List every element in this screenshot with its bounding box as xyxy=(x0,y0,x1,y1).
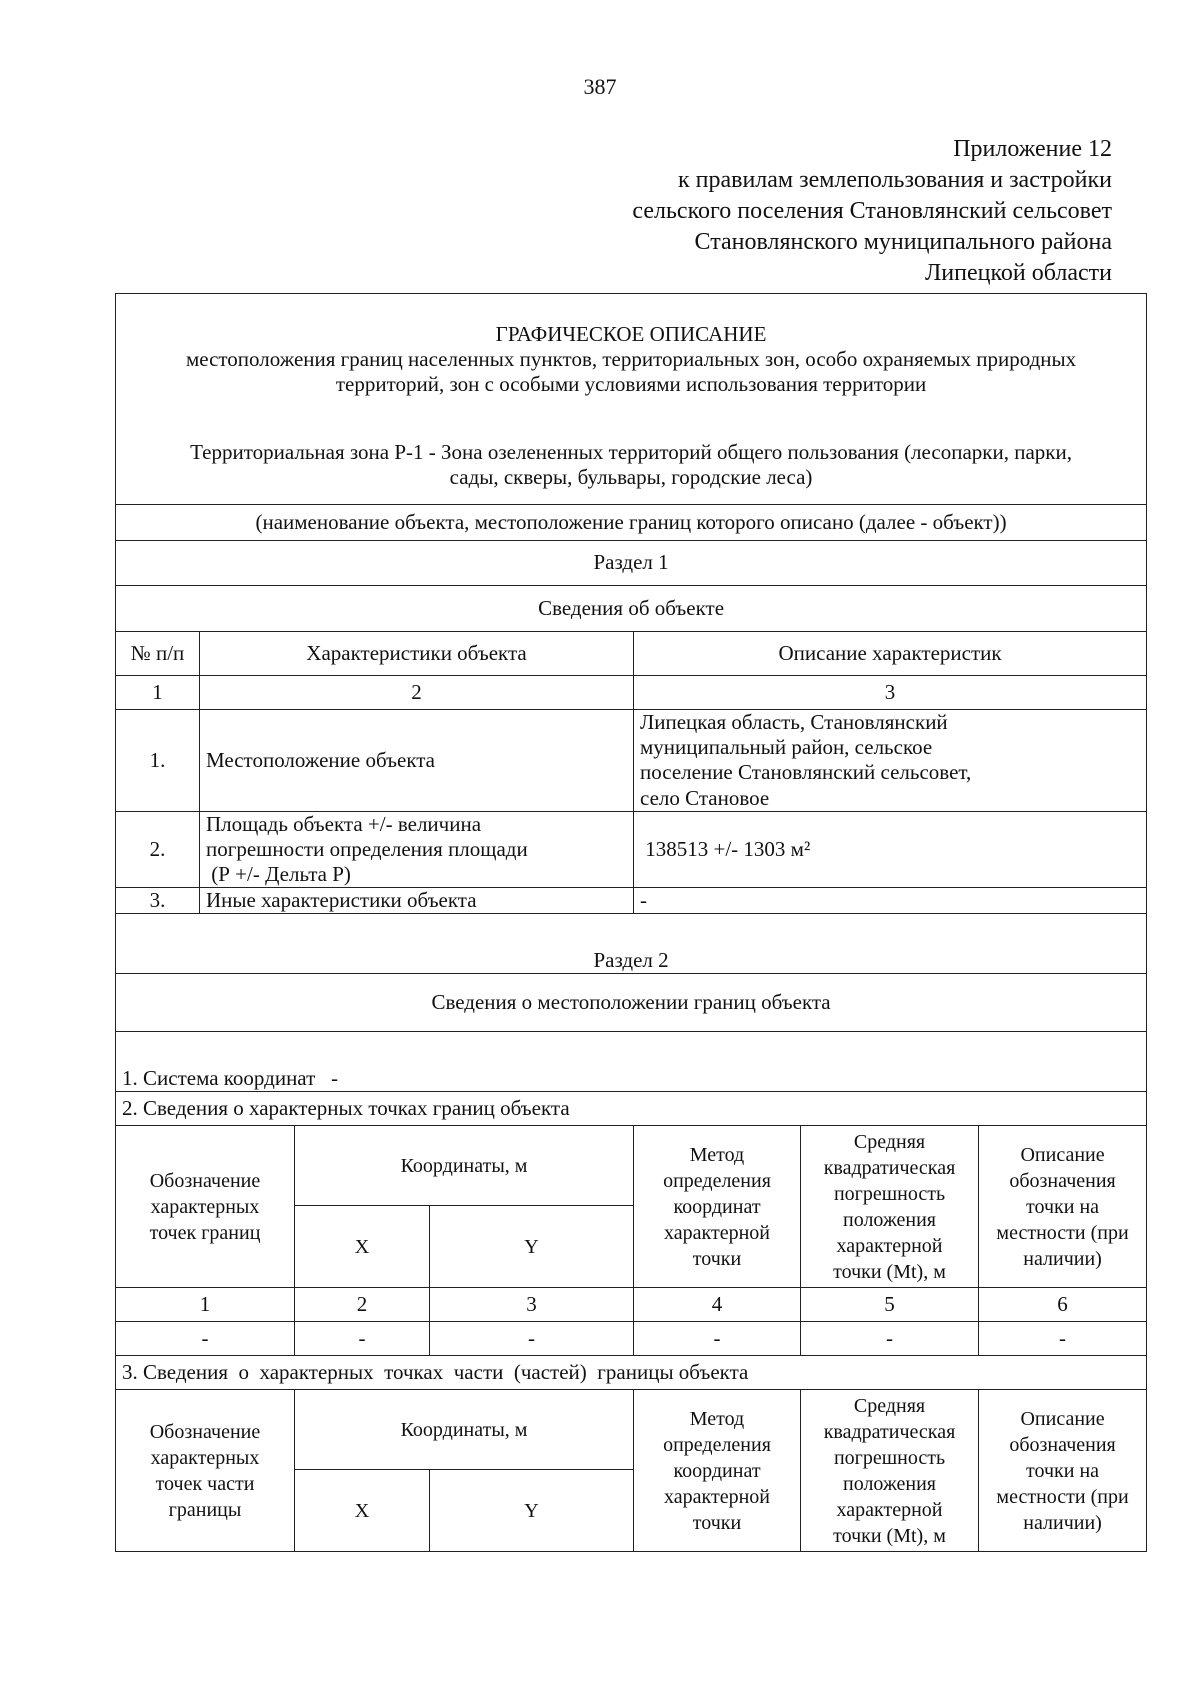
cell-line: координат xyxy=(673,1459,761,1482)
cell-line: точки (Mt), м xyxy=(833,1260,946,1283)
empty-cell: - xyxy=(979,1322,1147,1356)
cell-line: координат xyxy=(673,1195,761,1218)
section2-title: Раздел 2 xyxy=(116,914,1147,974)
row-characteristic xyxy=(200,888,634,914)
cell-line: Средняя xyxy=(853,1130,926,1153)
y-header: Y xyxy=(430,1470,634,1552)
col-number: 6 xyxy=(979,1288,1147,1322)
descr-header xyxy=(979,1390,1147,1552)
section1-title: Раздел 1 xyxy=(116,540,1147,585)
cell-line: 138513 +/- 1303 м² xyxy=(640,836,811,861)
col-header-num: № п/п xyxy=(116,631,200,675)
row-num: 3. xyxy=(116,888,200,914)
appendix-block xyxy=(632,134,1112,289)
cell-line: наличии) xyxy=(1023,1511,1102,1534)
row-characteristic xyxy=(200,709,634,811)
row-description xyxy=(634,709,1147,811)
cell-line: характерной xyxy=(836,1498,943,1521)
cell-line: - xyxy=(640,888,647,913)
descr-header xyxy=(979,1126,1147,1288)
cell-line: муниципальный район, сельское xyxy=(640,735,933,760)
designation-part-header xyxy=(116,1390,295,1552)
cell-line: Иные характеристики объекта xyxy=(206,888,477,913)
col-number: 4 xyxy=(634,1288,801,1322)
cell-line: точки на xyxy=(1026,1459,1100,1482)
appendix-line: Приложение 12 xyxy=(953,136,1112,162)
row-characteristic xyxy=(200,811,634,888)
appendix-line: к правилам землепользования и застройки xyxy=(677,167,1112,193)
row-num: 2. xyxy=(116,811,200,888)
cell-line: Описание xyxy=(1020,1407,1105,1430)
cell-line: границы xyxy=(168,1498,242,1521)
error-header xyxy=(801,1390,979,1552)
row-num: 1. xyxy=(116,709,200,811)
x-header: X xyxy=(295,1470,430,1552)
zone-name: Территориальная зона Р-1 - Зона озелененных территорий общего пользования (лесопарки, парки, xyxy=(190,439,1072,464)
cell-line: поселение Становлянский сельсовет, xyxy=(640,760,972,785)
cell-line: Площадь объекта +/- величина xyxy=(206,811,482,836)
cell-line: Липецкая область, Становлянский xyxy=(640,709,948,734)
section2-subtitle: Сведения о местоположении границ объекта xyxy=(116,974,1147,1032)
table-row xyxy=(116,888,1147,914)
coord-system: 1. Система координат - xyxy=(116,1032,1147,1092)
col-header-description: Описание характеристик xyxy=(634,631,1147,675)
cell-line: точки на xyxy=(1026,1195,1100,1218)
cell-line: Средняя xyxy=(853,1394,926,1417)
cell-line: точек границ xyxy=(149,1221,261,1244)
page-number: 387 xyxy=(583,74,617,99)
section1-subtitle: Сведения об объекте xyxy=(116,585,1147,631)
table-row xyxy=(116,709,1147,811)
designation-header xyxy=(116,1126,295,1288)
points-title: 2. Сведения о характерных точках границ объекта xyxy=(116,1092,1147,1126)
empty-cell: - xyxy=(634,1322,801,1356)
cell-line: Метод определения xyxy=(663,1143,771,1192)
main-table xyxy=(115,293,1147,1552)
cell-line: характерных xyxy=(150,1446,260,1469)
y-header: Y xyxy=(430,1206,634,1288)
zone-name: сады, скверы, бульвары, городские леса) xyxy=(449,464,813,489)
cell-line: погрешности определения площади xyxy=(206,836,528,861)
col-number: 1 xyxy=(116,1288,295,1322)
cell-line: Обозначение xyxy=(149,1420,261,1443)
cell-line: квадратическая xyxy=(823,1156,956,1179)
cell-line: положения xyxy=(843,1472,936,1495)
header-cell xyxy=(116,294,1147,505)
col-number: 2 xyxy=(295,1288,430,1322)
col-number: 3 xyxy=(430,1288,634,1322)
empty-cell: - xyxy=(295,1322,430,1356)
appendix-line: сельского поселения Становлянский сельсовет xyxy=(632,198,1112,224)
col-header-characteristics: Характеристики объекта xyxy=(200,631,634,675)
cell-line: точек части xyxy=(155,1472,255,1495)
cell-line: точки (Mt), м xyxy=(833,1524,946,1547)
cell-line: квадратическая xyxy=(823,1420,956,1443)
cell-line: характерной точки xyxy=(664,1485,770,1534)
empty-cell: - xyxy=(116,1322,295,1356)
cell-line: погрешность xyxy=(833,1446,946,1469)
cell-line: характерной точки xyxy=(664,1221,770,1270)
row-description xyxy=(634,811,1147,888)
appendix-line: Становлянского муниципального района xyxy=(694,229,1112,255)
cell-line: погрешность xyxy=(833,1182,946,1205)
col-number: 5 xyxy=(801,1288,979,1322)
parts-title: 3. Сведения о характерных точках части (частей) границы объекта xyxy=(116,1356,1147,1390)
doc-subtitle: местоположения границ населенных пунктов, территориальных зон, особо охраняемых природных xyxy=(185,347,1077,372)
object-note: (наименование объекта, местоположение границ которого описано (далее - объект)) xyxy=(116,504,1147,540)
doc-subtitle: территорий, зон с особыми условиями использования территории xyxy=(335,372,927,397)
row-description xyxy=(634,888,1147,914)
cell-line: местности (при xyxy=(996,1485,1129,1508)
empty-cell: - xyxy=(430,1322,634,1356)
cell-line: наличии) xyxy=(1023,1247,1102,1270)
cell-line: характерных xyxy=(150,1195,260,1218)
col-number: 3 xyxy=(634,675,1147,709)
doc-title: ГРАФИЧЕСКОЕ ОПИСАНИЕ xyxy=(495,322,767,346)
appendix-line: Липецкой области xyxy=(925,260,1112,286)
method-header xyxy=(634,1390,801,1552)
cell-line: обозначения xyxy=(1009,1169,1116,1192)
cell-line: Описание xyxy=(1020,1143,1105,1166)
coords-header: Координаты, м xyxy=(295,1390,634,1470)
x-header: X xyxy=(295,1206,430,1288)
table-row xyxy=(116,1322,1147,1356)
cell-line: обозначения xyxy=(1009,1433,1116,1456)
coords-header: Координаты, м xyxy=(295,1126,634,1206)
cell-line: Обозначение xyxy=(149,1169,261,1192)
table-row xyxy=(116,811,1147,888)
cell-line: Местоположение объекта xyxy=(206,747,436,772)
cell-line: положения xyxy=(843,1208,936,1231)
cell-line: Метод определения xyxy=(663,1407,771,1456)
cell-line: характерной xyxy=(836,1234,943,1257)
col-number: 2 xyxy=(200,675,634,709)
cell-line: село Становое xyxy=(640,785,770,810)
empty-cell: - xyxy=(801,1322,979,1356)
cell-line: (Р +/- Дельта Р) xyxy=(206,862,351,887)
error-header xyxy=(801,1126,979,1288)
method-header xyxy=(634,1126,801,1288)
document-frame xyxy=(115,293,1146,1552)
col-number: 1 xyxy=(116,675,200,709)
cell-line: местности (при xyxy=(996,1221,1129,1244)
